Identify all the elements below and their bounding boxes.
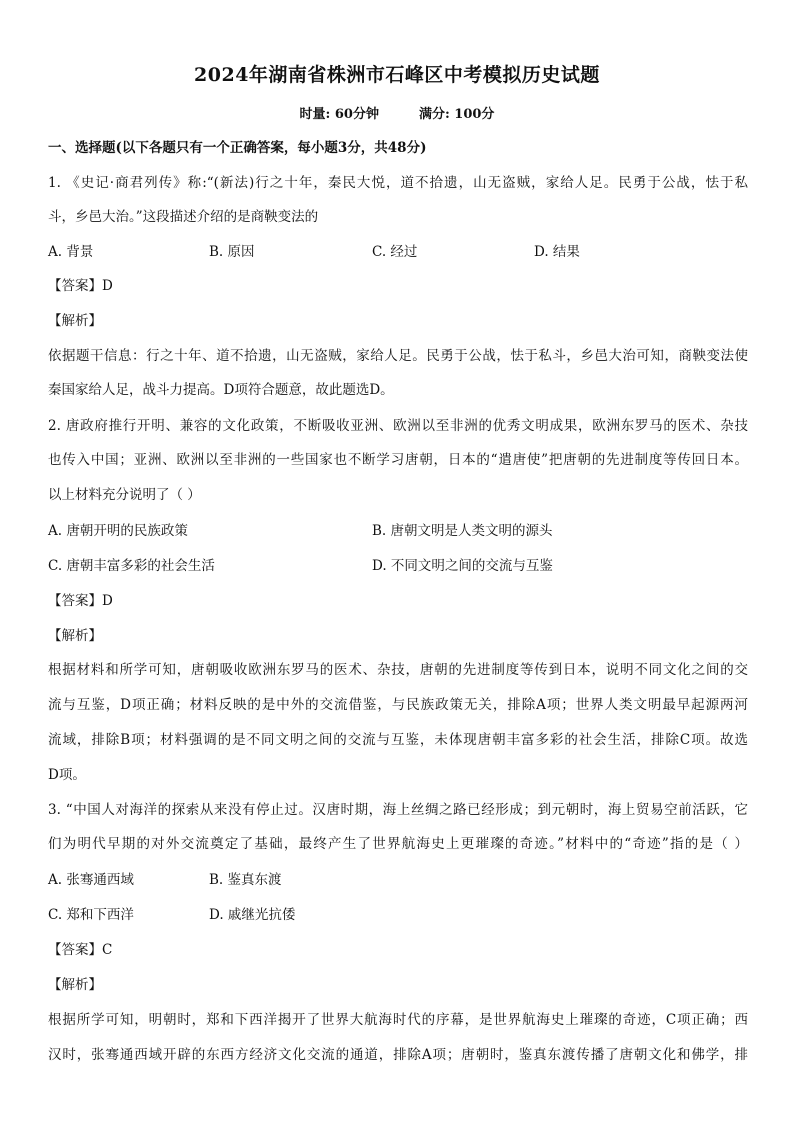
q1-option-c: C. 经过 [372,244,418,260]
time-limit: 时量: 60分钟 [299,107,379,122]
q3-analysis-label: 【解析】 [48,977,102,993]
q2-option-a: A. 唐朝开明的民族政策 [48,523,188,539]
q2-analysis-line4: D项。 [48,767,86,783]
q3-option-a: A. 张骞通西域 [48,872,134,888]
q2-stem-line1: 2. 唐政府推行开明、兼容的文化政策，不断吸收亚洲、欧洲以至非洲的优秀文明成果，欧洲东罗马的医术、杂技 [48,418,748,434]
q1-analysis-label: 【解析】 [48,313,102,329]
section-heading: 一、选择题(以下各题只有一个正确答案，每小题3分，共48分) [48,140,427,156]
q2-stem-line2: 也传入中国；亚洲、欧洲以至非洲的一些国家也不断学习唐朝，日本的“遣唐使”把唐朝的先进制度等传回日本。 [48,452,748,468]
q3-stem-line2: 们为明代早期的对外交流奠定了基础，最终产生了世界航海史上更璀璨的奇迹。”材料中的“奇迹”指的是（ ） [48,836,748,852]
q3-analysis-line1: 根据所学可知，明朝时，郑和下西洋揭开了世界大航海时代的序幕，是世界航海史上璀璨的奇迹，C项正确；西 [48,1012,748,1028]
q1-option-b: B. 原因 [209,244,255,260]
q3-analysis-line2: 汉时，张骞通西域开辟的东西方经济文化交流的通道，排除A项；唐朝时，鉴真东渡传播了唐朝文化和佛学，排 [48,1047,748,1063]
q2-analysis-label: 【解析】 [48,628,102,644]
q1-stem-line2: 斗，乡邑大治。”这段描述介绍的是商鞅变法的 [48,209,319,225]
q2-option-b: B. 唐朝文明是人类文明的源头 [372,523,553,539]
q2-answer: 【答案】D [48,593,113,609]
q3-stem-line1: 3. “中国人对海洋的探索从来没有停止过。汉唐时期，海上丝绸之路已经形成；到元朝时，海上贸易空前活跃，它 [48,802,748,818]
q3-option-c: C. 郑和下西洋 [48,907,134,923]
q3-option-d: D. 戚继光抗倭 [209,907,296,923]
q2-stem-line3: 以上材料充分说明了（ ） [48,487,201,503]
q1-stem-line1: 1. 《史记·商君列传》称:“(新法)行之十年，秦民大悦，道不拾遗，山无盗贼，家给人足。民勇于公战，怯于私 [48,175,748,191]
q2-analysis-line3: 流域，排除B项；材料强调的是不同文明之间的交流与互鉴，未体现唐朝丰富多彩的社会生活，排除C项。故选 [48,732,748,748]
q1-analysis-line2: 秦国家给人足，战斗力提高。D项符合题意，故此题选D。 [48,382,394,398]
q2-option-d: D. 不同文明之间的交流与互鉴 [372,558,553,574]
q1-analysis-line1: 依据题干信息：行之十年、道不拾遗，山无盗贼，家给人足。民勇于公战，怯于私斗，乡邑大治可知，商鞅变法使 [48,348,748,364]
q2-analysis-line2: 流与互鉴，D项正确；材料反映的是中外的交流借鉴，与民族政策无关，排除A项；世界人类文明最早起源两河 [48,697,748,713]
q3-answer: 【答案】C [48,942,113,958]
full-score: 满分: 100分 [418,107,495,122]
q2-option-c: C. 唐朝丰富多彩的社会生活 [48,558,215,574]
q1-option-a: A. 背景 [48,244,94,260]
q1-option-d: D. 结果 [534,244,580,260]
exam-title: 2024年湖南省株洲市石峰区中考模拟历史试题 [194,64,600,86]
q3-option-b: B. 鉴真东渡 [209,872,282,888]
q2-analysis-line1: 根据材料和所学可知，唐朝吸收欧洲东罗马的医术、杂技，唐朝的先进制度等传到日本，说明不同文化之间的交 [48,662,748,678]
q1-answer: 【答案】D [48,278,113,294]
exam-meta [0,103,794,122]
